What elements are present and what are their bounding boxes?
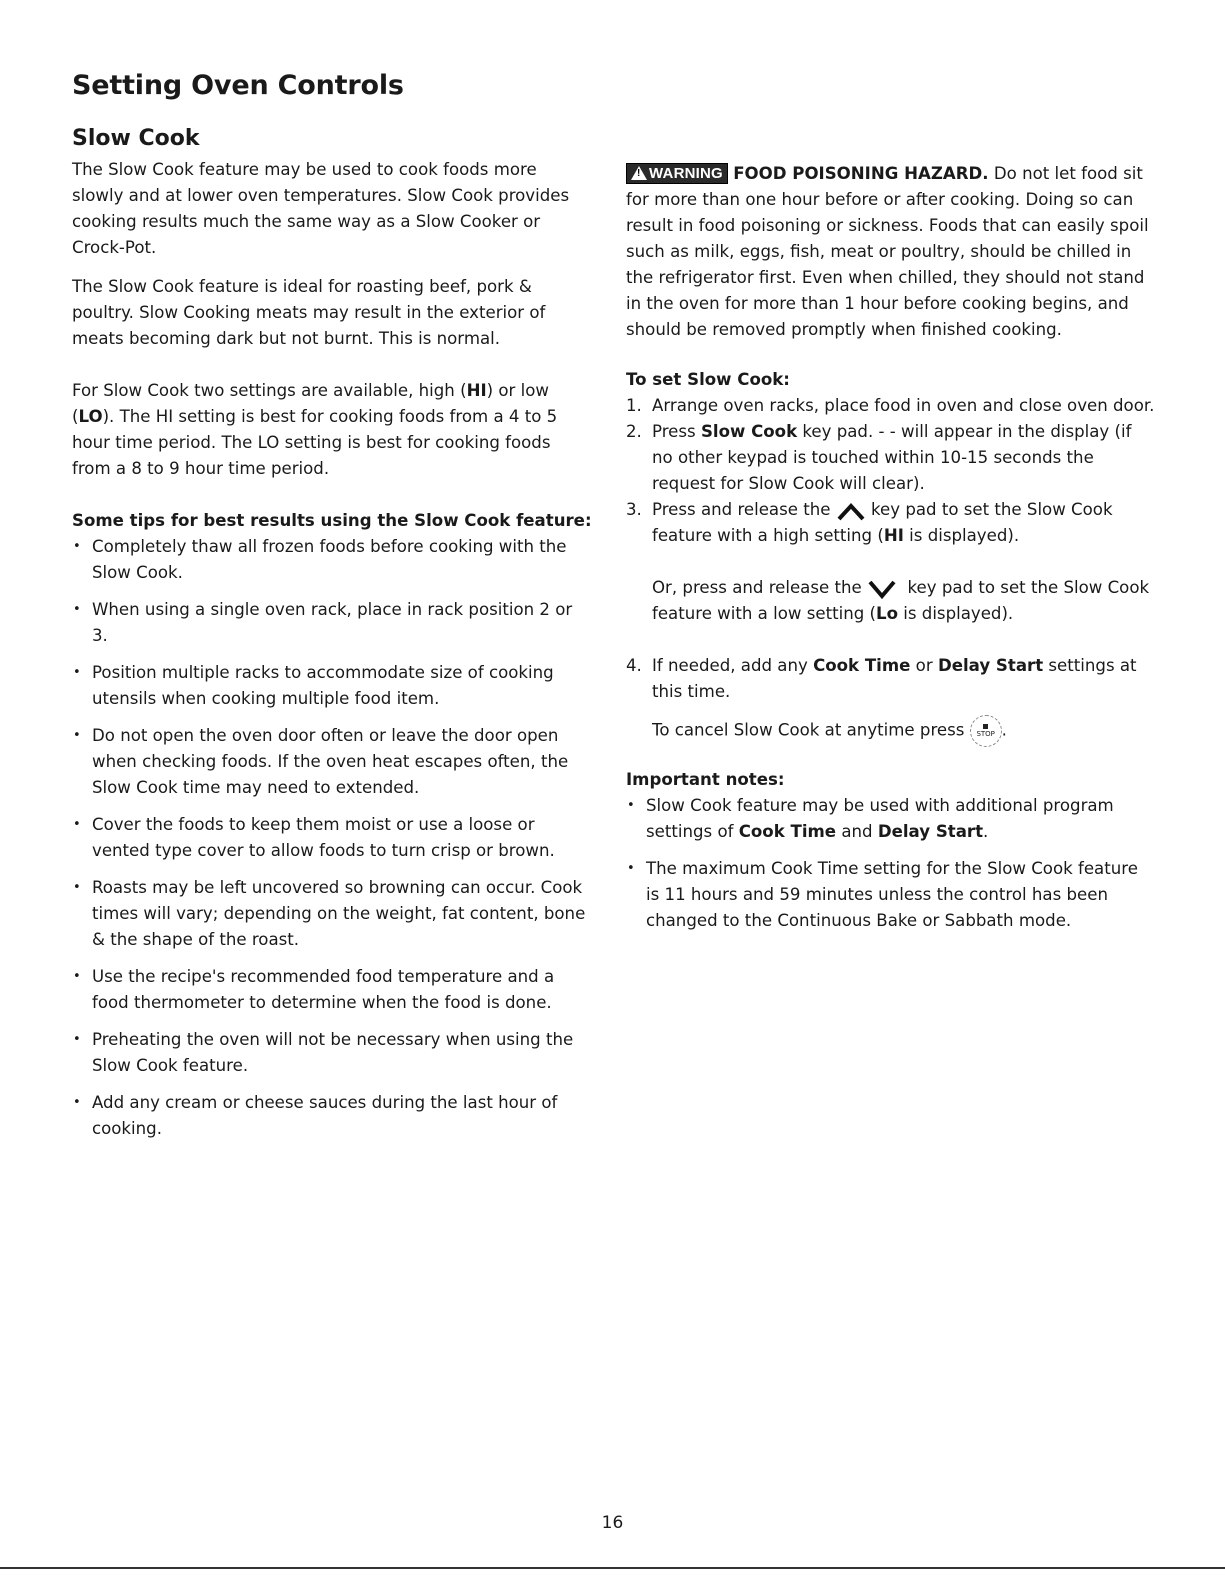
steps-heading: To set Slow Cook: [626,370,790,389]
right-column [626,161,1156,945]
step-3-alt: Or, press and release the key pad to set the Slow Cook feature with a low setting (Lo is displayed). [652,578,1150,623]
list-item: • Cover the foods to keep them moist or use a loose or vented type cover to allow foods to turn crisp or brown. [72,812,592,864]
left-column [72,126,592,1153]
warning-text: Do not let food sit for more than one hour before or after cooking. Doing so can result in food poisoning or sickness. Foods that can easily spoil such as milk, eggs, fish, meat or poultry, should be chilled in the refrigerator first. Even when chilled, they should not stand in the oven for more than 1 hour before cooking begins, and should be removed promptly when finished cooking. [626,164,1149,339]
list-item: • Add any cream or cheese sauces during the last hour of cooking. [72,1090,592,1142]
down-arrow-icon [867,578,897,600]
list-item: • Use the recipe's recommended food temperature and a food thermometer to determine when the food is done. [72,964,592,1016]
warning-paragraph [626,161,1156,343]
intro-paragraph-1: The Slow Cook feature may be used to cook foods more slowly and at lower oven temperatures. Slow Cook provides cooking results much the same way as a Slow Cooker or Crock-Pot. [72,160,570,257]
notes-list [626,793,1156,934]
tips-heading: Some tips for best results using the Slow Cook feature: [72,511,592,530]
warning-triangle-icon: ! [631,166,647,180]
step-3: 3. Press and release the key pad to set the Slow Cook feature with a high setting (HI is displayed). Or, press and release the key pad to set the Slow Cook feature with a low setting (Lo is displayed). [626,497,1156,627]
step-4: 4. If needed, add any Cook Time or Delay Start settings at this time. To cancel Slow Cook at anytime press STOP . [626,653,1156,747]
page-title: Setting Oven Controls [72,70,404,101]
page-number: 16 [601,1513,624,1533]
bottom-divider [0,1567,1225,1569]
cancel-instruction: To cancel Slow Cook at anytime press STOP . [652,715,1156,747]
list-item: • Do not open the oven door often or leave the door open when checking foods. If the oven heat escapes often, the Slow Cook time may need to extended. [72,723,592,801]
warning-badge: ! WARNING [626,163,728,184]
hazard-title: FOOD POISONING HAZARD. [733,164,989,183]
section-title: Slow Cook [72,126,200,151]
step-1: 1. Arrange oven racks, place food in oven and close oven door. [626,396,1155,415]
settings-paragraph: For Slow Cook two settings are available, high (HI) or low (LO). The HI setting is best for cooking foods from a 4 to 5 hour time period. The LO setting is best for cooking foods from a 8 to 9 hour time period. [72,381,558,478]
notes-heading: Important notes: [626,770,785,789]
tips-list [72,534,592,1142]
stop-key-icon: STOP [970,715,1002,747]
steps-list [626,393,1156,747]
list-item: • When using a single oven rack, place in rack position 2 or 3. [72,597,592,649]
intro-paragraph-2: The Slow Cook feature is ideal for roasting beef, pork & poultry. Slow Cooking meats may result in the exterior of meats becoming dark but not burnt. This is normal. [72,277,546,348]
up-arrow-icon [836,500,866,522]
list-item: • Slow Cook feature may be used with additional program settings of Cook Time and Delay Start. [626,793,1156,845]
list-item: • The maximum Cook Time setting for the Slow Cook feature is 11 hours and 59 minutes unless the control has been changed to the Continuous Bake or Sabbath mode. [626,856,1156,934]
step-2: 2. Press Slow Cook key pad. - - will appear in the display (if no other keypad is touched within 10-15 seconds the request for Slow Cook will clear). [626,422,1132,493]
list-item: • Position multiple racks to accommodate size of cooking utensils when cooking multiple food item. [72,660,592,712]
list-item: • Preheating the oven will not be necessary when using the Slow Cook feature. [72,1027,592,1079]
list-item: • Roasts may be left uncovered so browning can occur. Cook times will vary; depending on the weight, fat content, bone & the shape of the roast. [72,875,592,953]
list-item: • Completely thaw all frozen foods before cooking with the Slow Cook. [72,534,592,586]
